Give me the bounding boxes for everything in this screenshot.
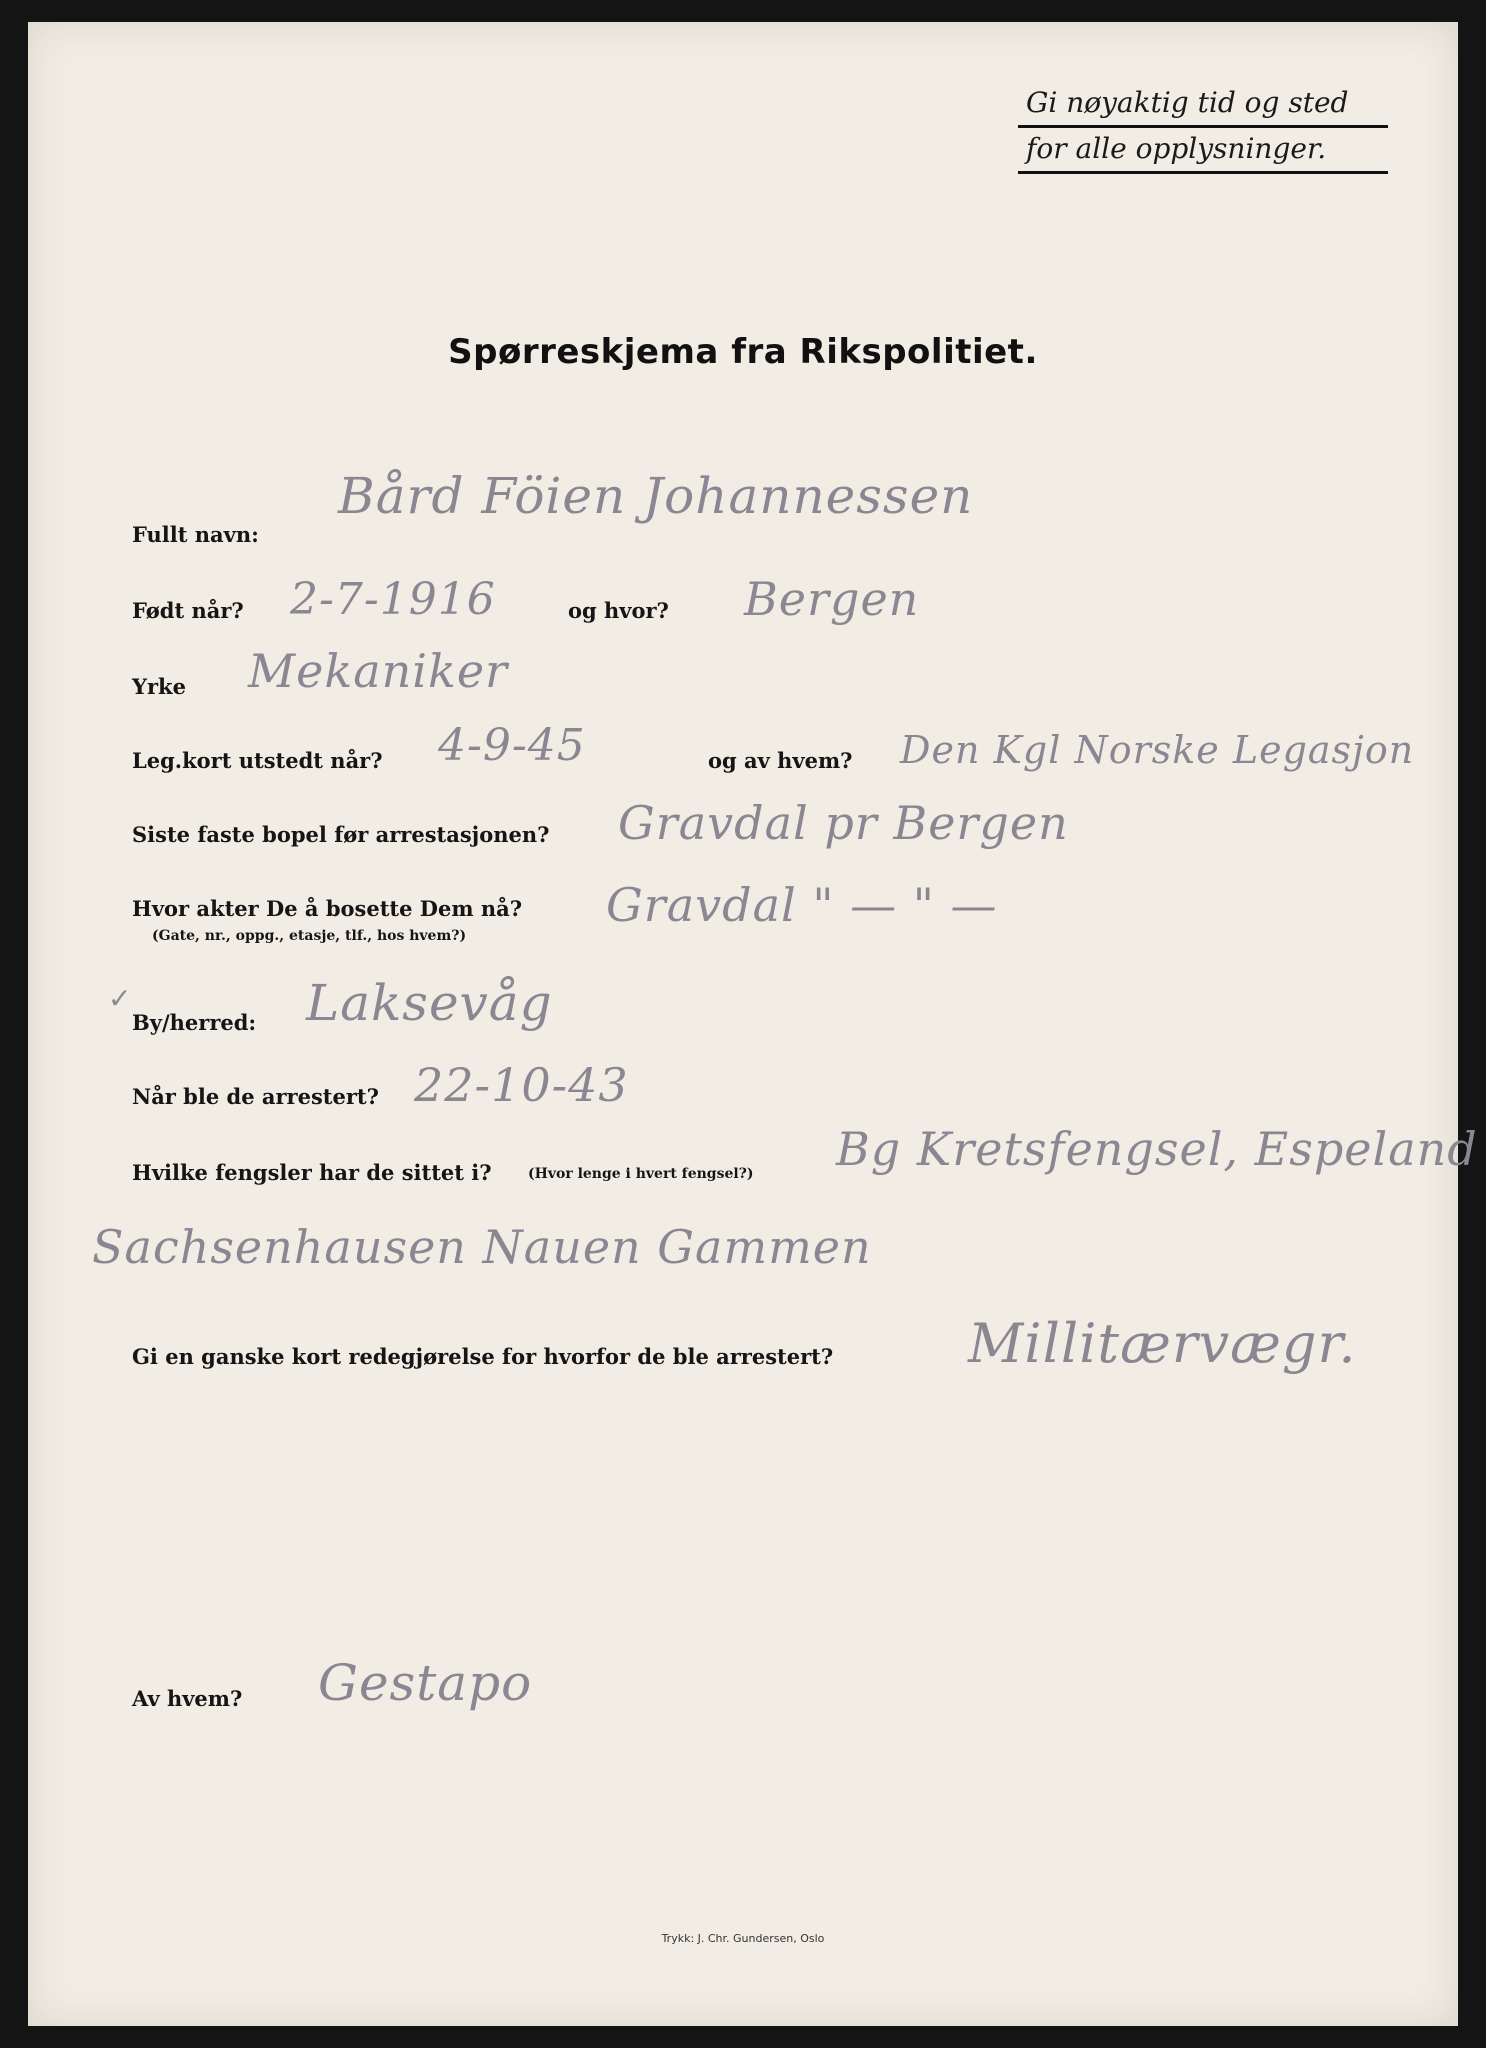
born-where-value: Bergen	[744, 572, 920, 626]
arrested-by-value: Gestapo	[318, 1654, 533, 1712]
full-name-value: Bård Föien Johannessen	[338, 467, 974, 525]
id-issued-when-value: 4-9-45	[438, 720, 586, 771]
id-issued-by-label: og av hvem?	[708, 748, 853, 773]
future-address-label: Hvor akter De å bosette Dem nå?	[132, 896, 523, 921]
occupation-value: Mekaniker	[248, 644, 509, 698]
id-issued-when-label: Leg.kort utstedt når?	[132, 748, 383, 773]
prisons-label: Hvilke fengsler har de sittet i?	[132, 1160, 492, 1185]
municipality-label: By/herred:	[132, 1010, 257, 1035]
form-title: Spørreskjema fra Rikspolitiet.	[448, 332, 1038, 372]
municipality-value: Laksevåg	[306, 974, 553, 1032]
pencil-tick-mark: ✓	[108, 982, 132, 1015]
prisons-value-line-2: Sachsenhausen Nauen Gammen	[92, 1220, 872, 1274]
arrested-by-label: Av hvem?	[132, 1686, 243, 1711]
occupation-label: Yrke	[132, 674, 186, 699]
full-name-label: Fullt navn:	[132, 522, 259, 547]
arrested-when-value: 22-10-43	[414, 1058, 629, 1112]
last-address-label: Siste faste bopel før arrestasjonen?	[132, 822, 550, 847]
last-address-value: Gravdal pr Bergen	[618, 796, 1069, 850]
reason-value: Millitærvægr.	[968, 1312, 1357, 1375]
id-issued-by-value: Den Kgl Norske Legasjon	[900, 728, 1415, 772]
prisons-sublabel: (Hvor lenge i hvert fengsel?)	[528, 1166, 754, 1182]
future-address-sublabel: (Gate, nr., oppg., etasje, tlf., hos hvem?)	[152, 928, 467, 944]
arrested-when-label: Når ble de arrestert?	[132, 1084, 379, 1109]
instruction-box	[1018, 82, 1388, 174]
printer-imprint: Trykk: J. Chr. Gundersen, Oslo	[661, 1932, 825, 1945]
born-when-label: Født når?	[132, 598, 244, 623]
future-address-value: Gravdal " — " —	[606, 878, 998, 932]
form-sheet	[28, 22, 1478, 2026]
instruction-line-1: Gi nøyaktig tid og sted	[1018, 82, 1388, 128]
instruction-line-2: for alle opplysninger.	[1018, 128, 1388, 174]
born-when-value: 2-7-1916	[290, 574, 496, 625]
prisons-value-line-1: Bg Kretsfengsel, Espeland	[836, 1122, 1478, 1176]
reason-label: Gi en ganske kort redegjørelse for hvorfor de ble arrestert?	[132, 1344, 834, 1369]
born-where-label: og hvor?	[568, 598, 669, 623]
